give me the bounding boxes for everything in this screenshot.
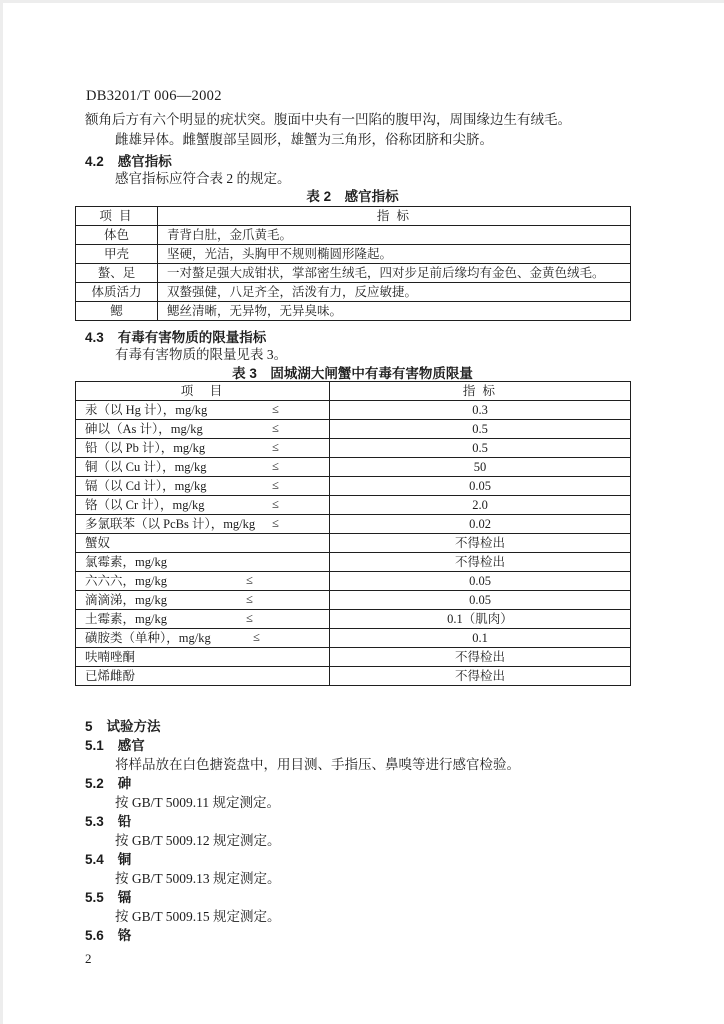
table-3-limit: 0.1（肌肉） [330, 610, 631, 629]
table-toxic-substance-limits [75, 381, 631, 686]
table-2-item: 体色 [76, 226, 158, 245]
table-3-limit: 0.02 [330, 515, 631, 534]
section-4-3-title: 有毒有害物质的限量指标 [117, 330, 267, 345]
table-row [76, 420, 631, 439]
table-3-limit: 0.5 [330, 439, 631, 458]
table-row [76, 382, 631, 401]
table-2-item: 鳃 [76, 302, 158, 321]
table-3-header-indicator: 指 标 [330, 382, 631, 401]
section-5-3-body: 按 GB/T 5009.12 规定测定。 [115, 833, 281, 848]
less-equal-symbol: ≤ [272, 516, 279, 530]
section-5-test-methods [85, 717, 645, 945]
section-5-4-body: 按 GB/T 5009.13 规定测定。 [115, 871, 281, 886]
section-5-3-heading: 5.3 铅 [85, 814, 132, 829]
section-4-2-title: 感官指标 [117, 154, 172, 169]
table-3-item: 多氯联苯（以 PcBs 计），mg/kg ≤ [76, 515, 330, 534]
section-5-5-body: 按 GB/T 5009.15 规定测定。 [115, 909, 281, 924]
table-3-limit: 不得检出 [330, 534, 631, 553]
table-row [76, 477, 631, 496]
table-2-item: 甲壳 [76, 245, 158, 264]
table-row [76, 591, 631, 610]
table-3-item: 滴滴涕，mg/kg ≤ [76, 591, 330, 610]
table-3-item: 已烯雌酚 [76, 667, 330, 686]
table-3-item: 呋喃唑酮 [76, 648, 330, 667]
less-equal-symbol: ≤ [246, 592, 253, 606]
less-equal-symbol: ≤ [272, 402, 279, 416]
section-5-2-body: 按 GB/T 5009.11 规定测定。 [115, 795, 281, 810]
table-3-limit: 2.0 [330, 496, 631, 515]
table-3-caption: 表 3 固城湖大闸蟹中有毒有害物质限量 [232, 366, 473, 381]
table-3-item: 六六六，mg/kg ≤ [76, 572, 330, 591]
table-2-header-indicator: 指 标 [158, 207, 631, 226]
less-equal-symbol: ≤ [272, 497, 279, 511]
section-4-3-number: 4.3 [85, 330, 104, 345]
section-5-5-heading: 5.5 镉 [85, 890, 132, 905]
section-5-2-heading: 5.2 砷 [85, 776, 132, 791]
table-3-limit: 50 [330, 458, 631, 477]
section-5-1-heading: 5.1 感官 [85, 738, 145, 753]
page-number: 2 [85, 951, 92, 966]
table-2-header-item: 项 目 [76, 207, 158, 226]
section-5-4-heading: 5.4 铜 [85, 852, 132, 867]
less-equal-symbol: ≤ [246, 611, 253, 625]
table-3-item: 蟹奴 [76, 534, 330, 553]
table-2-caption: 表 2 感官指标 [306, 189, 399, 204]
less-equal-symbol: ≤ [246, 573, 253, 587]
table-3-limit: 0.05 [330, 591, 631, 610]
table-2-indicator: 鳃丝清晰，无异物，无异臭味。 [158, 302, 631, 321]
section-5-1-body: 将样品放在白色搪瓷盘中，用目测、手指压、鼻嗅等进行感官检验。 [115, 757, 520, 772]
table-3-limit: 0.05 [330, 572, 631, 591]
table-3-limit: 0.1 [330, 629, 631, 648]
table-3-item: 镉（以 Cd 计），mg/kg ≤ [76, 477, 330, 496]
table-3-limit: 0.3 [330, 401, 631, 420]
table-3-item: 磺胺类（单种），mg/kg ≤ [76, 629, 330, 648]
table-3-header-item: 项 目 [76, 382, 330, 401]
table-3-item: 土霉素，mg/kg ≤ [76, 610, 330, 629]
less-equal-symbol: ≤ [272, 421, 279, 435]
table-3-limit: 不得检出 [330, 667, 631, 686]
table-3-item: 氯霉素，mg/kg [76, 553, 330, 572]
section-4-3-body: 有毒有害物质的限量见表 3。 [115, 347, 288, 362]
table-2-indicator: 坚硬，光洁，头胸甲不规则椭圆形隆起。 [158, 245, 631, 264]
section-4-2-number: 4.2 [85, 154, 104, 169]
section-5-6-heading: 5.6 铬 [85, 928, 132, 943]
section-5-heading: 5 试验方法 [85, 719, 161, 734]
table-row [76, 401, 631, 420]
table-2-indicator: 青背白肚，金爪黄毛。 [158, 226, 631, 245]
section-4-2-heading [85, 150, 172, 170]
table-2-item: 体质活力 [76, 283, 158, 302]
table-row [76, 245, 631, 264]
table-3-item: 铜（以 Cu 计），mg/kg ≤ [76, 458, 330, 477]
table-3-limit: 不得检出 [330, 553, 631, 572]
table-row [76, 610, 631, 629]
table-sensory-indicators [75, 206, 631, 321]
table-row [76, 458, 631, 477]
table-3-item: 铅（以 Pb 计），mg/kg ≤ [76, 439, 330, 458]
table-3-item: 铬（以 Cr 计），mg/kg ≤ [76, 496, 330, 515]
table-2-item: 螯、足 [76, 264, 158, 283]
table-row [76, 667, 631, 686]
table-3-item: 砷以（As 计），mg/kg ≤ [76, 420, 330, 439]
intro-paragraph-1: 额角后方有六个明显的疣状突。腹面中央有一凹陷的腹甲沟，周围缘边生有绒毛。 [85, 112, 571, 127]
table-row [76, 496, 631, 515]
table-row [76, 226, 631, 245]
less-equal-symbol: ≤ [272, 440, 279, 454]
table-row [76, 648, 631, 667]
standard-number-header: DB3201/T 006—2002 [86, 88, 222, 104]
table-row [76, 302, 631, 321]
less-equal-symbol: ≤ [272, 478, 279, 492]
table-3-limit: 不得检出 [330, 648, 631, 667]
less-equal-symbol: ≤ [253, 630, 260, 644]
table-row [76, 283, 631, 302]
table-3-limit: 0.5 [330, 420, 631, 439]
table-2-indicator: 双螯强健，八足齐全，活泼有力，反应敏捷。 [158, 283, 631, 302]
table-row [76, 572, 631, 591]
table-row [76, 264, 631, 283]
table-3-item: 汞（以 Hg 计），mg/kg ≤ [76, 401, 330, 420]
table-row [76, 553, 631, 572]
less-equal-symbol: ≤ [272, 459, 279, 473]
table-2-indicator: 一对螯足强大成钳状，掌部密生绒毛，四对步足前后缘均有金色、金黄色绒毛。 [158, 264, 631, 283]
table-row [76, 629, 631, 648]
table-row [76, 439, 631, 458]
intro-paragraph-2: 雌雄异体。雌蟹腹部呈圆形，雄蟹为三角形，俗称团脐和尖脐。 [115, 132, 493, 147]
section-4-3-heading [85, 326, 266, 346]
table-row [76, 515, 631, 534]
table-3-limit: 0.05 [330, 477, 631, 496]
section-4-2-body: 感官指标应符合表 2 的规定。 [115, 171, 291, 186]
table-row [76, 207, 631, 226]
table-row [76, 534, 631, 553]
